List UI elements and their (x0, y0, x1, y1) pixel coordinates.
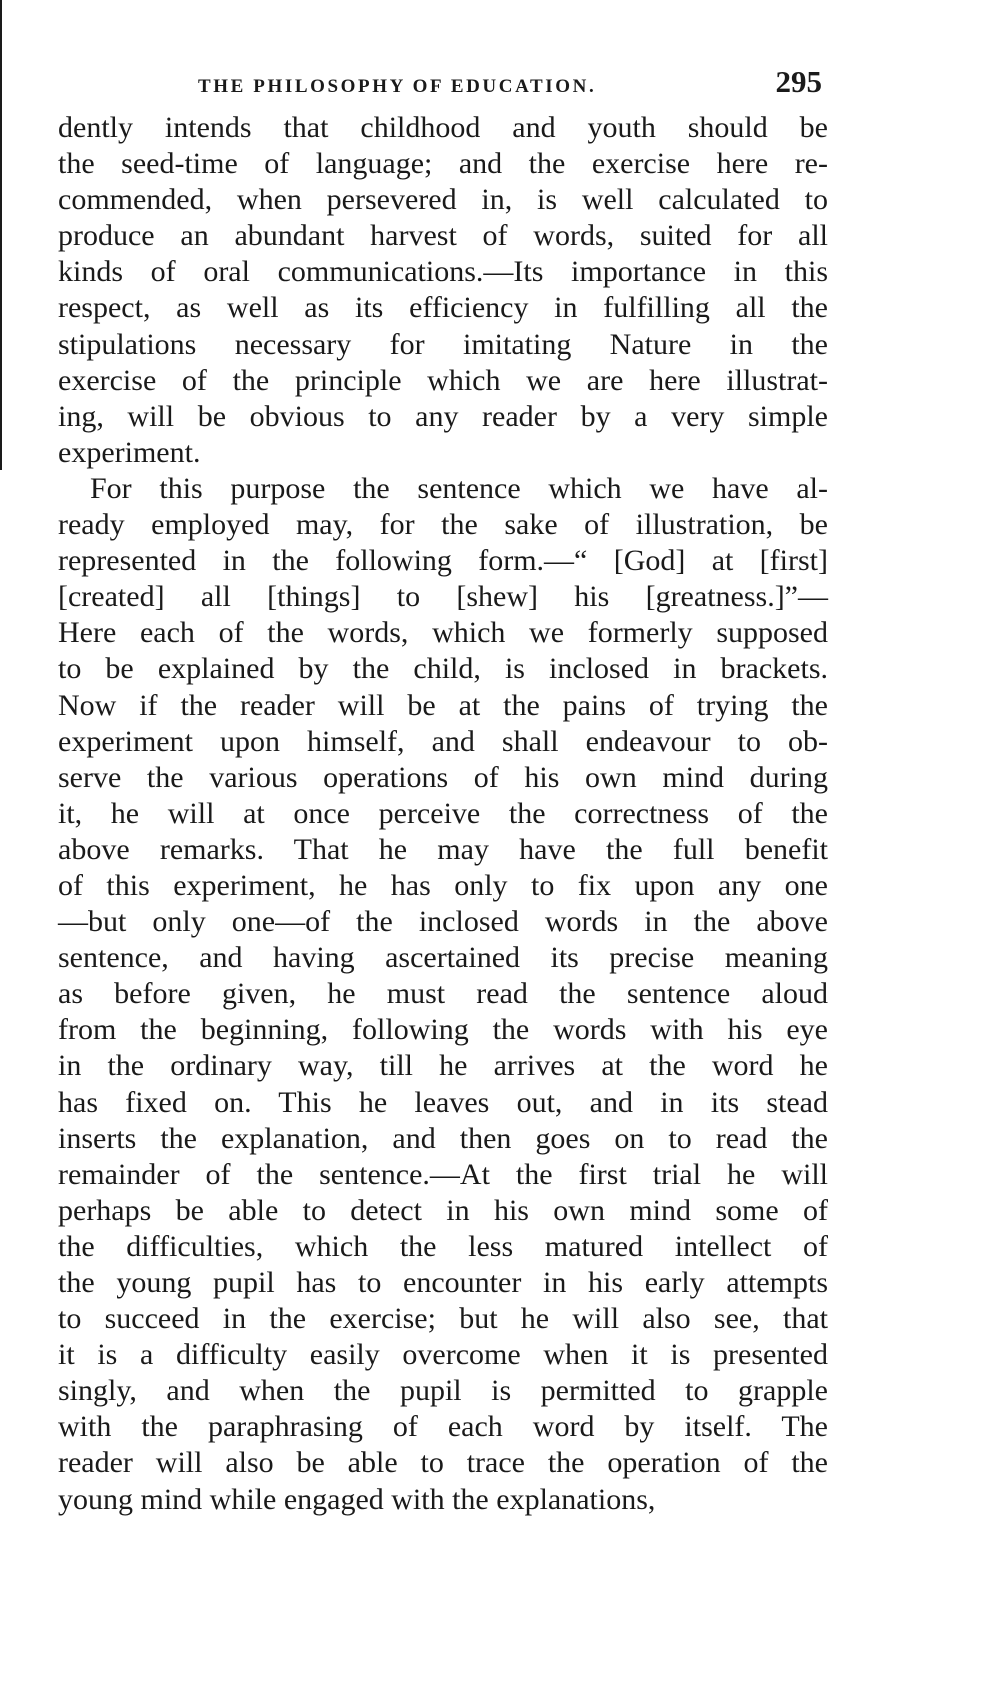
text-line: remainder of the sentence.—At the first trial he will (58, 1157, 828, 1191)
running-title: THE PHILOSOPHY OF EDUCATION. (198, 76, 597, 97)
text-line: [created] all [things] to [shew] his [greatness.]”— (58, 580, 828, 614)
page-header (58, 58, 828, 102)
text-line: from the beginning, following the words with his eye (58, 1013, 828, 1047)
text-line: For this purpose the sentence which we have al- (90, 471, 828, 505)
text-line: reader will also be able to trace the operation of the (58, 1446, 828, 1480)
book-page (58, 58, 828, 1518)
text-line: perhaps be able to detect in his own mind some of (58, 1193, 828, 1227)
text-line: produce an abundant harvest of words, suited for all (58, 219, 828, 253)
text-line: ready employed may, for the sake of illustration, be (58, 508, 828, 542)
text-line: experiment upon himself, and shall endeavour to ob- (58, 724, 828, 758)
text-line: Here each of the words, which we formerly supposed (58, 616, 828, 650)
text-line: in the ordinary way, till he arrives at the word he (58, 1049, 828, 1083)
text-line: serve the various operations of his own mind during (58, 760, 828, 794)
paragraph (58, 471, 828, 1518)
text-line: exercise of the principle which we are here illustrat- (58, 363, 828, 397)
text-line: singly, and when the pupil is permitted to grapple (58, 1374, 828, 1408)
text-line: represented in the following form.—“ [God] at [first] (58, 544, 828, 578)
text-line: —but only one—of the inclosed words in the above (58, 905, 828, 939)
text-line: Now if the reader will be at the pains of trying the (58, 688, 828, 722)
page-number: 295 (775, 64, 822, 99)
text-line: has fixed on. This he leaves out, and in its stead (58, 1085, 828, 1119)
text-line: kinds of oral communications.—Its importance in this (58, 255, 828, 289)
text-line: stipulations necessary for imitating Nature in the (58, 327, 828, 361)
text-line: sentence, and having ascertained its precise meaning (58, 941, 828, 975)
text-line: it is a difficulty easily overcome when it is presented (58, 1338, 828, 1372)
text-line: with the paraphrasing of each word by itself. The (58, 1410, 828, 1444)
text-line: the young pupil has to encounter in his early attempts (58, 1266, 828, 1299)
text-line: commended, when persevered in, is well calculated to (58, 183, 828, 217)
binding-edge-line (0, 0, 2, 470)
text-line: inserts the explanation, and then goes on to read the (58, 1121, 828, 1155)
text-line: dently intends that childhood and youth should be (58, 111, 828, 144)
text-line: to succeed in the exercise; but he will also see, that (58, 1302, 828, 1336)
text-line: young mind while engaged with the explanations, (58, 1482, 656, 1516)
text-line: experiment. (58, 435, 201, 469)
text-line: the seed-time of language; and the exercise here re- (58, 147, 828, 181)
body-text (58, 110, 828, 1518)
text-line: ing, will be obvious to any reader by a very simple (58, 399, 828, 433)
text-line: respect, as well as its efficiency in fulfilling all the (58, 291, 828, 325)
text-line: as before given, he must read the sentence aloud (58, 977, 828, 1011)
text-line: to be explained by the child, is inclosed in brackets. (58, 652, 828, 686)
text-line: of this experiment, he has only to fix upon any one (58, 868, 828, 902)
text-line: it, he will at once perceive the correctness of the (58, 796, 828, 830)
text-line: above remarks. That he may have the full benefit (58, 832, 828, 866)
paragraph (58, 110, 828, 471)
text-line: the difficulties, which the less matured intellect of (58, 1229, 828, 1263)
